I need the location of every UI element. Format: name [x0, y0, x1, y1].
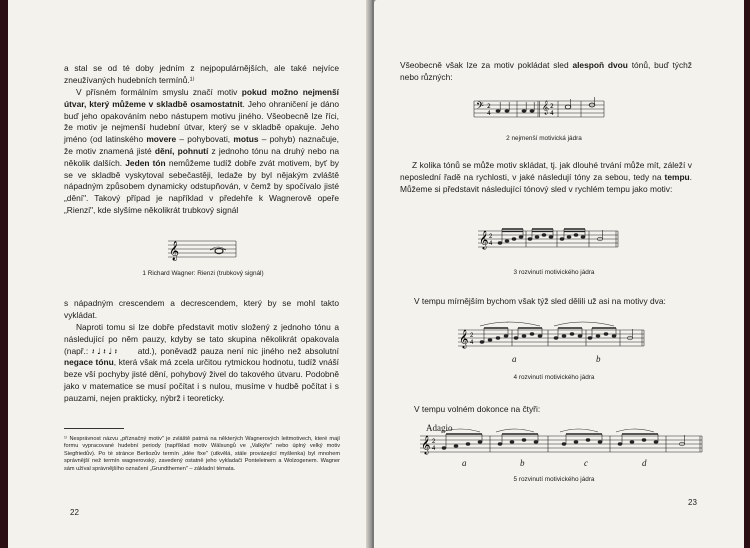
music-example-1 [168, 238, 238, 262]
page-number-right: 23 [688, 498, 697, 507]
svg-text:2: 2 [550, 103, 554, 110]
caption-5: 5 rozvinutí motivického jádra [513, 476, 595, 483]
svg-text:𝄞: 𝄞 [542, 100, 550, 114]
svg-text:𝄞: 𝄞 [169, 241, 180, 261]
svg-text:4: 4 [470, 340, 474, 346]
music-5-label-a: a [462, 458, 467, 468]
footnote-rule [64, 428, 124, 429]
right-page [374, 0, 744, 548]
caption-1: 1 Richard Wagner: Rienzi (trubkový signál) [142, 270, 264, 277]
music-5-label-c: c [584, 458, 588, 468]
left-page [8, 0, 372, 548]
right-paragraph-3: V tempu mírnějším bychom však týž sled dělili už asi na motivy dva: [414, 296, 666, 306]
svg-text:2: 2 [432, 439, 436, 445]
svg-text:4: 4 [550, 110, 554, 117]
caption-4: 4 rozvinutí motivického jádra [513, 374, 595, 381]
left-paragraph-2: V přísném formálním smyslu značí motiv pokud možno nejmenší útvar, který můžeme v skladbě osamostatnit. Jeho ohraničení je dáno buď jeho opakováním nebo nástupem motivu jiného. Všeobecně lze říci, že motiv je nejmenší hudební útvar, který se v skladbě opakuje. Jeho jméno (od latinského movere – pohybovati, motus – pohyb) naznačuje, že motiv znamená jisté dění, pohnutí z jednoho tónu na druhý nebo na několik dalších. Jeden tón nemůžeme tudíž dobře zvát motivem, byť by se ve skladbě vyskytoval sebečastěji, ledaže by byl nějakým zvláště nápadným způsobem dynamicky odstupňován, v čemž by spočívalo jisté „dění". Takový případ je například v předehře k Wagnerově opeře „Rienzi", kde slyšíme několikrát trubkový signál [64, 87, 340, 215]
svg-text:𝄞: 𝄞 [459, 329, 469, 348]
right-paragraph-4: V tempu volném dokonce na čtyři: [414, 404, 541, 414]
footnote-marker: ¹⁾ [189, 74, 195, 85]
music-4-label-b: b [596, 354, 601, 364]
svg-text:𝄢: 𝄢 [476, 100, 484, 114]
music-example-4 [458, 320, 644, 364]
music-example-2 [474, 98, 604, 122]
inline-rhythm-example [92, 346, 134, 356]
run-notes [498, 229, 603, 247]
svg-text:4: 4 [487, 110, 491, 117]
page-number-left: 22 [70, 508, 79, 517]
caption-2: 2 nejmenší motivická jádra [506, 135, 582, 142]
footnote: ¹⁾ Nesprávnost názvu „příznačný motiv" je zvláště patrná na některých Wagnerových leitmotivech, které mají formu vypracované hudební periody (například motiv Wälsungů ve „Valkýře" nebo úplný velký motiv Siegfriedův). Po té stránce Berliozův termín „idée fixe" (utkvělá, stále provázející myšlenka) byl mnohem správnější než termín wagnerovský, zavedený ostatně jeho vykladači Ponteleinem a Wolzogenem. Wagner sám užíval správnějšího označení „Grundthemen" – základní témata. [64, 436, 340, 472]
svg-text:2: 2 [487, 103, 491, 110]
svg-text:4: 4 [489, 241, 493, 247]
svg-text:𝄞: 𝄞 [479, 230, 489, 249]
tempo-marking: Adagio [426, 423, 453, 433]
svg-text:𝄽 ♩ 𝄽 ♩ 𝄽: 𝄽 ♩ 𝄽 ♩ 𝄽 [91, 347, 118, 357]
caption-3: 3 rozvinutí motivického jádra [513, 269, 595, 276]
svg-text:2: 2 [489, 234, 493, 240]
music-example-3 [478, 226, 618, 252]
svg-text:4: 4 [432, 446, 436, 452]
left-paragraph-1: a stal se od té doby jedním z nejpopulárnějších, ale také nejvíce zneužívaných hudebních termínů.¹⁾ [64, 63, 339, 85]
right-paragraph-2: Z kolika tónů se může motiv skládat, tj. jak dlouhé trvání může mít, záleží v neposlední řadě na rychlosti, v jaké následují tóny za sebou, tedy na tempu. Můžeme si představit následující tónový sled v rychlém tempu jako motiv: [400, 160, 692, 194]
music-5-label-d: d [642, 458, 647, 468]
left-paragraph-3: s nápadným crescendem a decrescendem, který by se mohl takto vykládat. [64, 298, 339, 320]
music-5-label-b: b [520, 458, 525, 468]
svg-text:2: 2 [470, 333, 474, 339]
music-4-label-a: a [512, 354, 517, 364]
svg-text:𝄞: 𝄞 [421, 435, 431, 454]
left-paragraph-4: Naproti tomu si lze dobře představit motiv složený z jednoho tónu a následující po něm pauzy, kdyby se tato skupina několikrát opakovala (např.: 𝄽 ♩ 𝄽 ♩ 𝄽 atd.), poněvadž pauza není nic jiného než absolutní negace tónu, která však má zcela určitou rytmickou hodnotu, tudíž vnáší beze vší pochyby jisté dění, pohybový živel do takového útvaru. Podobně jako v matematice se musí počítat i s nulou, musíme v hudbě počítat i s pauzami, nejen prakticky, nýbrž i teoreticky. [64, 322, 340, 403]
right-paragraph-1: Všeobecně však lze za motiv pokládat sled alespoň dvou tónů, buď týchž nebo různých: [400, 60, 692, 82]
